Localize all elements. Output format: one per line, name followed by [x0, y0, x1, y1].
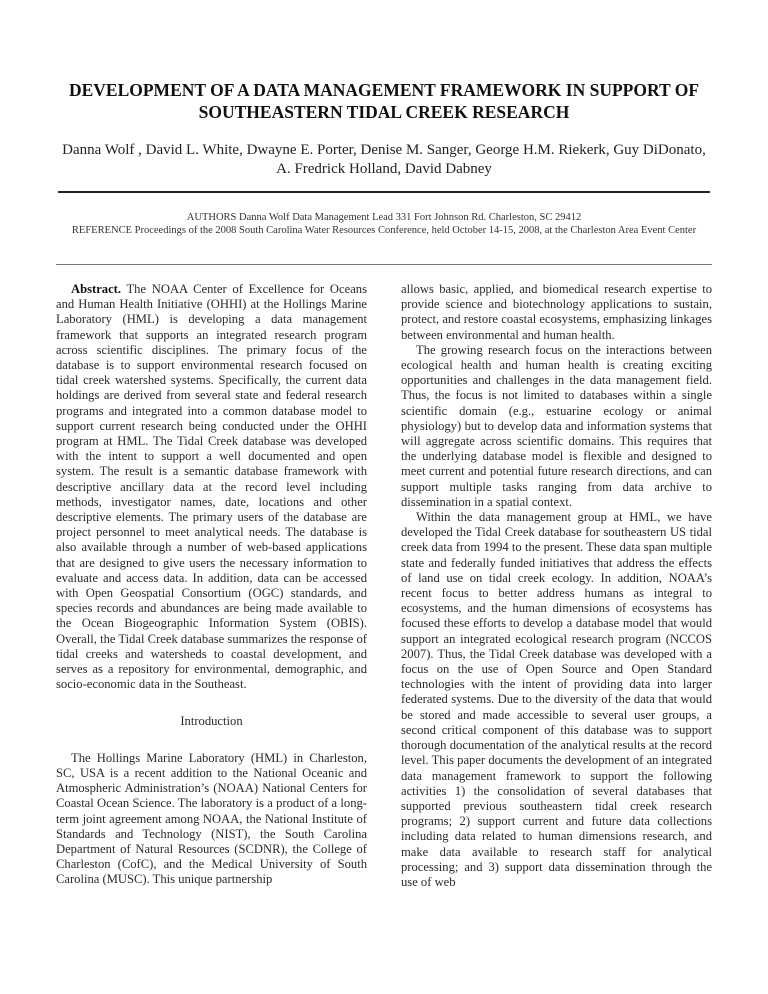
title-line-2: SOUTHEASTERN TIDAL CREEK RESEARCH: [198, 102, 570, 122]
intro-paragraph: The Hollings Marine Laboratory (HML) in Charleston, SC, USA is a recent addition to the National Oceanic and Atmospheric Administration’s (NOAA) National Centers for Coastal Ocean Science. The laboratory is a product of a long-term joint agreement among NOAA, the National Institute of Standards and Technology (NIST), the South Carolina Department of Natural Resources (SCDNR), the College of Charleston (CofC), and the Medical University of South Carolina (MUSC). This unique partnership: [56, 750, 367, 887]
paper-metadata: [40, 211, 728, 237]
author-list: [40, 141, 728, 179]
authors-line-1: Danna Wolf , David L. White, Dwayne E. Porter, Denise M. Sanger, George H.M. Riekerk, Guy DiDonato,: [62, 142, 706, 158]
abstract-paragraph: [56, 282, 367, 692]
paper-title: [40, 79, 728, 123]
meta-authors: AUTHORS Danna Wolf Data Management Lead 331 Fort Johnson Rd. Charleston, SC 29412: [186, 212, 582, 223]
abstract-text: The NOAA Center of Excellence for Oceans and Human Health Initiative (OHHI) at the Hollings Marine Laboratory (HML) is developing a data management framework that supports an integrated research program across scientific disciplines. The primary focus of the database is to support environmental research focused on tidal creek watershed systems. Specifically, the current data holdings are derived from several state and federal research programs and integrated into a common database model to support current research being conducted under the OHHI program at HML. The Tidal Creek database was developed with the intent to support a well documented and open system. The result is a semantic database framework with descriptive ancillary data at the record level including methods, investigator names, date, locations and other descriptive elements. The primary users of the database are project personnel to meet analytical needs. The database is also available through a number of web-based applications that are designed to give users the necessary information to evaluate and access data. In addition, data can be accessed with Open Geospatial Consortium (OGC) standards, and species records and abundances are being made available to the Ocean Biogeographic Information System (OBIS). Overall, the Tidal Creek database summarizes the response of tidal creeks and watersheds to coastal development, and serves as a repository for environmental, demographic, and socio-economic data in the Southeast.: [56, 282, 367, 692]
right-column: [401, 282, 712, 890]
authors-line-2: A. Fredrick Holland, David Dabney: [276, 161, 492, 177]
body-paragraph-continued: allows basic, applied, and biomedical research expertise to provide science and biotechnology applications to sustain, protect, and restore coastal ecosystems, emphasizing linkages between environmental and human health.: [401, 282, 712, 342]
body-paragraph: Within the data management group at HML, we have developed the Tidal Creek database for southeastern US tidal creek data from 1994 to the present. These data span multiple state and federally funded initiatives that address the effects of land use on tidal creek ecology. In addition, NOAA’s recent focus to better address humans as integral to ecosystems, and the human dimensions of ecosystems has focused these efforts to develop a database model that would support an integrated ecological research program (NCCOS 2007). Thus, the Tidal Creek database was developed with a focus on the use of Open Source and Open Standard technologies with the intent of providing data into larger federated systems. Due to the diversity of the data that would be stored and made accessible to several user groups, a second critical component of this database was to support thorough documentation of the analytical results at the record level. This paper documents the development of an integrated data management framework to support the following activities 1) the consolidation of several databases that supported previous southeastern tidal creek research programs; 2) support current and future data collections including data related to human dimensions research, and make data available to research staff for analytical processing; and 3) support data dissemination through the use of web: [401, 510, 712, 889]
metadata-divider: [56, 264, 712, 265]
abstract-label: Abstract.: [71, 282, 122, 296]
title-line-1: DEVELOPMENT OF A DATA MANAGEMENT FRAMEWORK IN SUPPORT OF: [68, 80, 700, 100]
title-divider: [58, 191, 710, 193]
section-heading-introduction: Introduction: [180, 714, 243, 729]
meta-reference: REFERENCE Proceedings of the 2008 South Carolina Water Resources Conference, held October 14-15, 2008, at the Charleston Area Event Center: [71, 225, 697, 236]
left-column: [56, 282, 367, 888]
body-paragraph: The growing research focus on the interactions between ecological health and human health is creating exciting opportunities and challenges in the data management field. Thus, the focus is not limited to databases within a single scientific domain (e.g., estuarine ecology or animal physiology) but to develop data and information systems that will aggregate across scientific domains. This requires that the underlying database model is flexible and designed to meet current and potential future research directions, and can support multiple tasks ranging from data archive to dissemination in a spatial context.: [401, 342, 712, 509]
